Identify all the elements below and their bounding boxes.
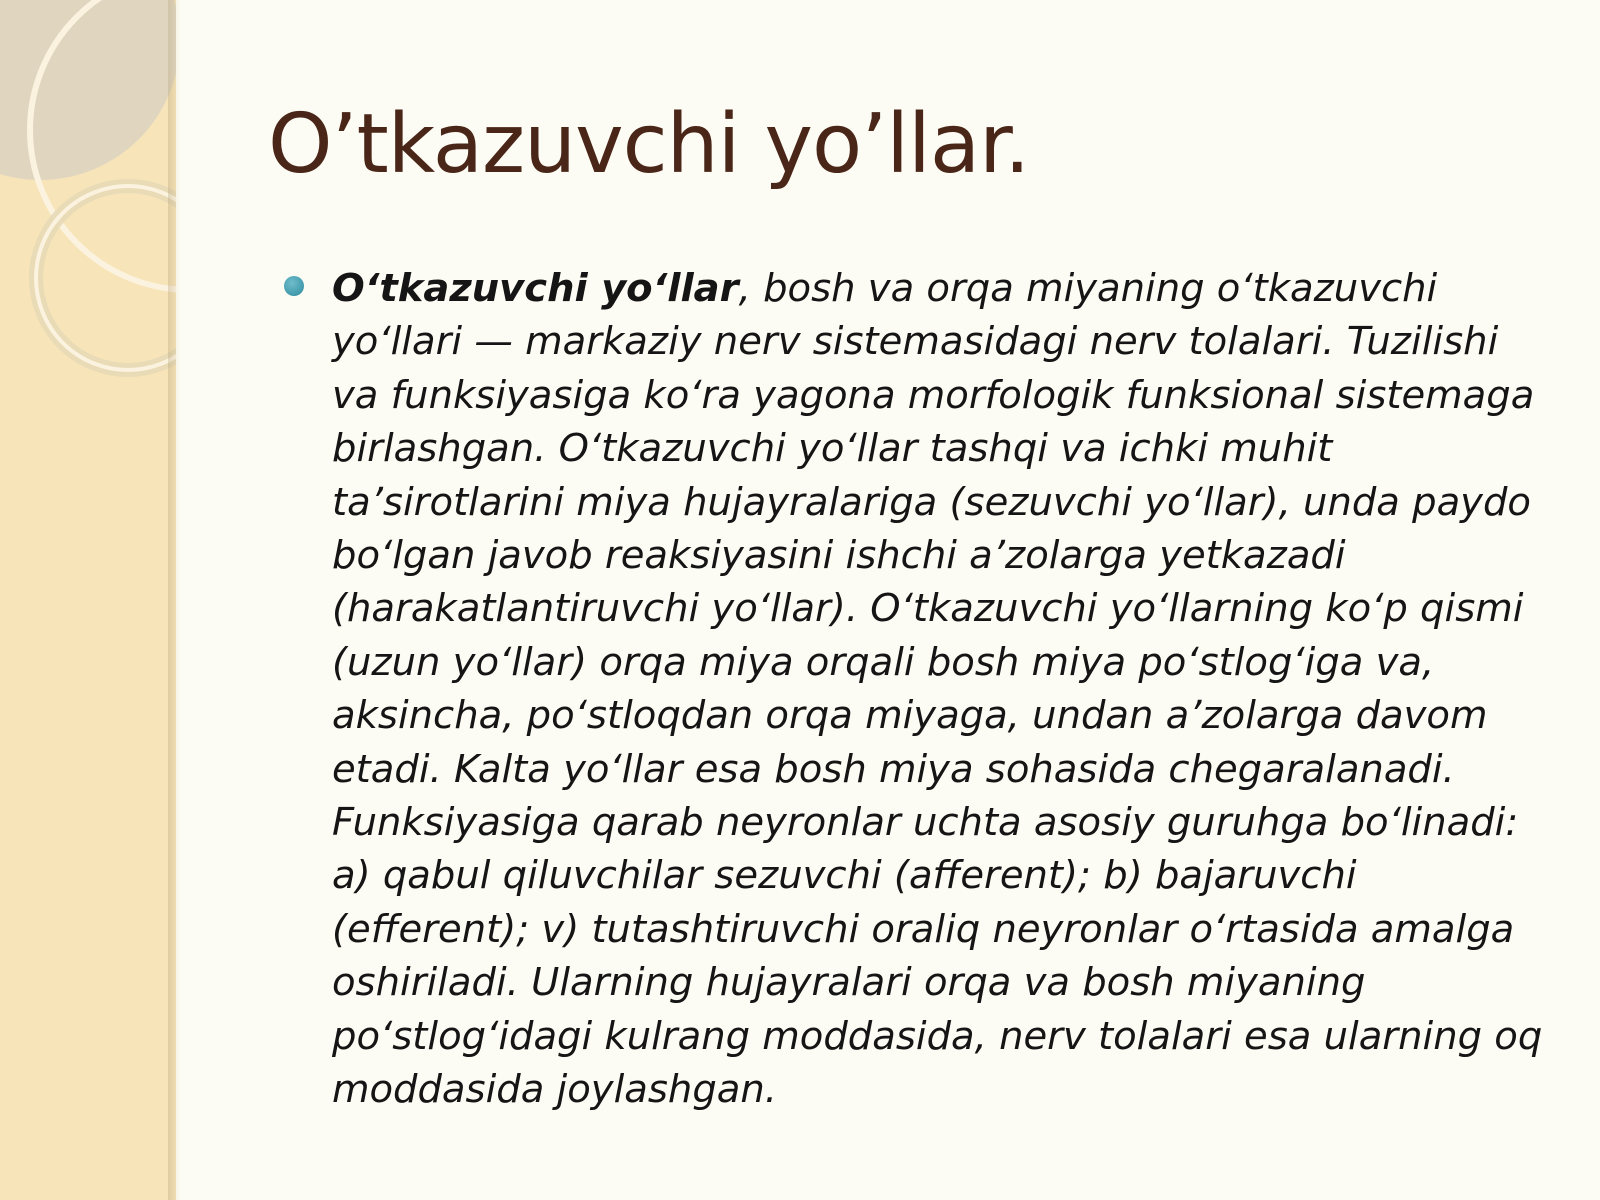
slide-title: O’tkazuvchi yo’llar. [268,97,1030,192]
bullet-paragraph [332,262,1554,1117]
bullet-text: , bosh va orqa miyaning o‘tkazuvchi yo‘llari — markaziy nerv sistemasidagi nerv tolalari. Tuzilishi va funksiyasiga ko‘ra yagona morfologik funksional sistemaga birlashgan. O‘tkazuvchi yo‘llar tashqi va ichki muhit ta’sirotlarini miya hujayralariga (sezuvchi yo‘llar), unda paydo bo‘lgan javob reaksiyasini ishchi a’zolarga yetkazadi (harakatlantiruvchi yo‘llar). O‘tkazuvchi yo‘llarning ko‘p qismi (uzun yo‘llar) orqa miya orqali bosh miya po‘stlog‘iga va, aksincha, po‘stloqdan orqa miyaga, undan a’zolarga davom etadi. Kalta yo‘llar esa bosh miya sohasida chegaralanadi. Funksiyasiga qarab neyronlar uchta asosiy guruhga bo‘linadi: a) qabul qiluvchilar sezuvchi (afferent); b) bajaruvchi (efferent); v) tutashtiruvchi oraliq neyronlar o‘rtasida amalga oshiriladi. Ularning hujayralari orqa va bosh miyaning po‘stlog‘idagi kulrang moddasida, nerv tolalari esa ularning oq moddasida joylashgan. [332,266,1543,1113]
content-body [284,262,1554,1117]
decorative-rings [0,0,176,1200]
decorative-side-panel [0,0,176,1200]
bullet-dot-icon [284,276,304,296]
decorative-shaded-disc [0,0,176,180]
decorative-ring-medium [36,186,176,370]
bullet-term: O‘tkazuvchi yo‘llar [332,266,739,311]
side-panel-shadow [168,0,180,1200]
